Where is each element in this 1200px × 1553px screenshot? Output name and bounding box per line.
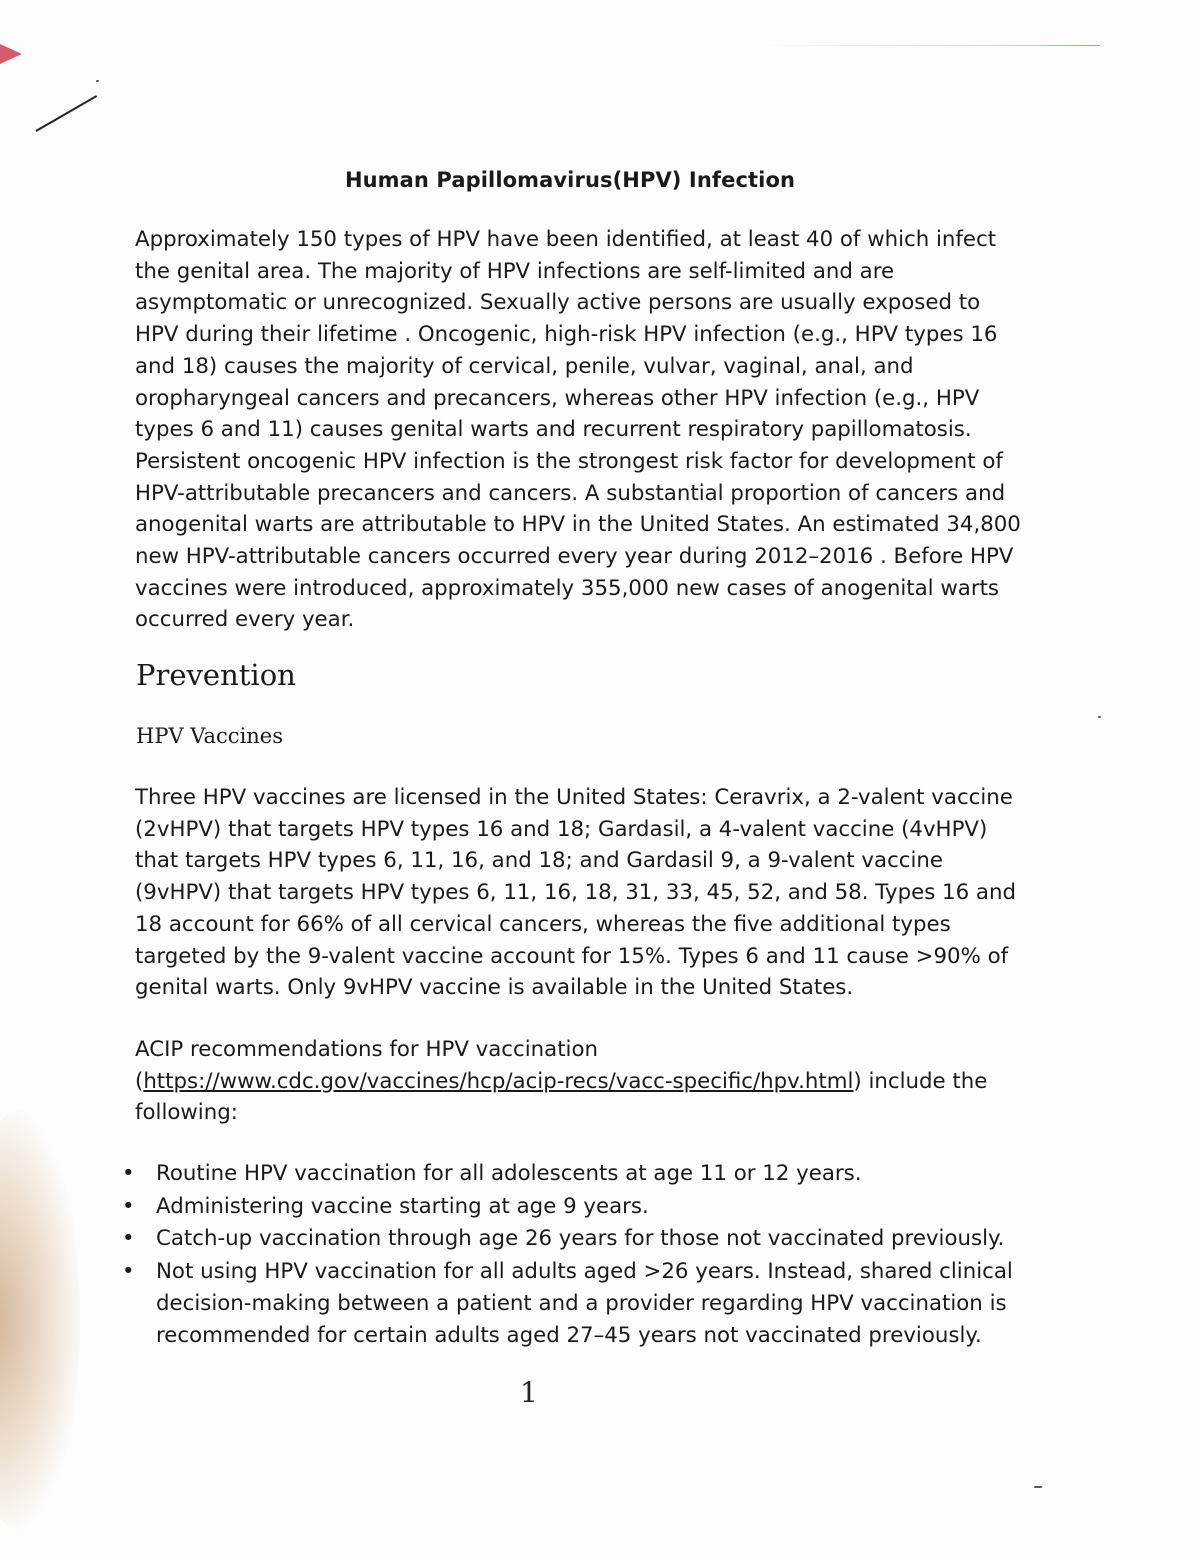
recommendations-list (118, 1158, 1028, 1352)
bullet-icon: • (122, 1161, 135, 1186)
document-title: Human Papillomavirus(HPV) Infection (344, 168, 796, 192)
scan-speck (1098, 716, 1101, 718)
acip-suffix: ) include the following: (135, 1068, 988, 1126)
recommendation-text: Not using HPV vaccination for all adults aged >26 years. Instead, shared clinical decision-making between a patient and a provider regarding HPV vaccination is recommended for certain adults aged 27–45 years not vaccinated previously. (156, 1259, 1013, 1348)
recommendation-text: Administering vaccine starting at age 9 years. (156, 1193, 649, 1219)
acip-link-open: ( (135, 1068, 144, 1094)
acip-paragraph (135, 1034, 1025, 1129)
scan-edge-line (760, 45, 1100, 46)
scan-speck (96, 80, 99, 82)
finger-shadow (0, 1110, 80, 1530)
list-item (118, 1191, 1028, 1223)
acip-intro: ACIP recommendations for HPV vaccination (135, 1037, 598, 1062)
scan-speck (1034, 1486, 1042, 1488)
page-number: 1 (520, 1376, 538, 1409)
list-item (118, 1223, 1028, 1255)
bullet-icon: • (122, 1226, 135, 1252)
vaccines-paragraph: Three HPV vaccines are licensed in the United States: Ceravrix, a 2-valent vaccine (2vHPV) that targets HPV types 16 and 18; Gardasil, a 4-valent vaccine (4vHPV) that targets HPV types 6, 11, 16, and 18; and Gardasil 9, a 9-valent vaccine (9vHPV) that targets HPV types 6, 11, 16, 18, 31, 33, 45, 52, and 58. Types 16 and 18 account for 66% of all cervical cancers, whereas the five additional types targeted by the 9-valent vaccine account for 15%. Types 6 and 11 cause >90% of genital warts. Only 9vHPV vaccine is available in the United States. (135, 785, 1016, 1001)
intro-paragraph: Approximately 150 types of HPV have been identified, at least 40 of which infect the genital area. The majority of HPV infections are self-limited and are asymptomatic or unrecognized. Sexually active persons are usually exposed to HPV during their lifetime . Oncogenic, high-risk HPV infection (e.g., HPV types 16 and 18) causes the majority of cervical, penile, vulvar, vaginal, anal, and oropharyngeal cancers and precancers, whereas other HPV infection (e.g., HPV types 6 and 11) causes genital warts and recurrent respiratory papillomatosis. Persistent oncogenic HPV infection is the strongest risk factor for development of HPV-attributable precancers and cancers. A substantial proportion of cancers and anogenital warts are attributable to HPV in the United States. An estimated 34,800 new HPV-attributable cancers occurred every year during 2012–2016 . Before HPV vaccines were introduced, approximately 355,000 new cases of anogenital warts occurred every year. (135, 227, 1021, 633)
recommendation-text: Routine HPV vaccination for all adolescents at age 11 or 12 years. (156, 1161, 862, 1186)
vaccines-heading: HPV Vaccines (136, 724, 284, 748)
list-item (118, 1158, 1028, 1190)
bullet-icon: • (122, 1193, 135, 1219)
recommendation-text: Catch-up vaccination through age 26 years for those not vaccinated previously. (156, 1226, 1005, 1252)
list-item (118, 1256, 1028, 1351)
pen-stroke-mark (36, 95, 98, 132)
bullet-icon: • (122, 1259, 135, 1285)
acip-link[interactable]: https://www.cdc.gov/vaccines/hcp/acip-recs/vacc-specific/hpv.html (143, 1068, 854, 1094)
prevention-heading: Prevention (136, 658, 296, 692)
corner-mark (0, 44, 22, 64)
